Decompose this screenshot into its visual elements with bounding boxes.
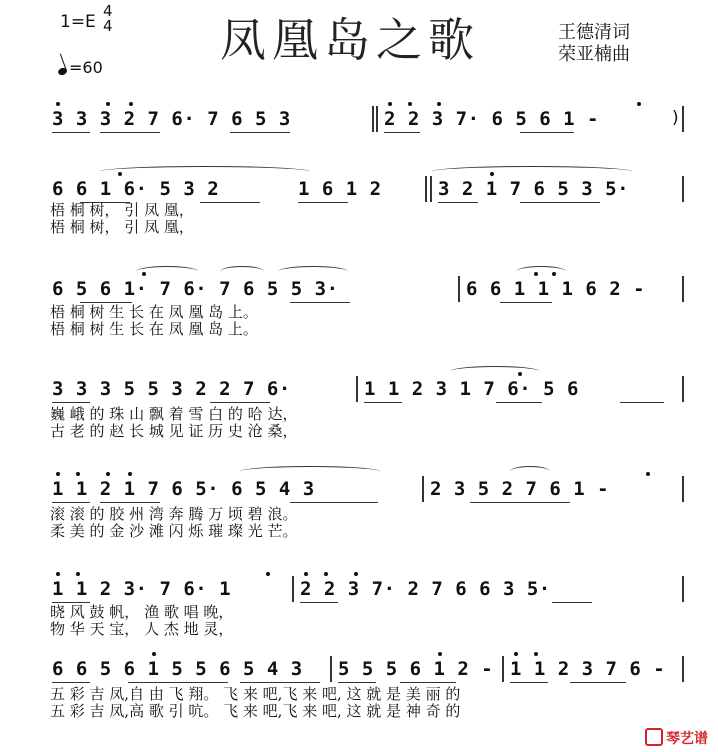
notes: 6 6 1 1 1 6 2 -: [466, 278, 646, 300]
barline: [430, 176, 432, 202]
lyric-verse-2: 梧 桐 树 生 长 在 凤 凰 岛 上。: [50, 320, 258, 338]
credits: [558, 22, 630, 66]
barline: [682, 376, 684, 402]
notes: 3 2 1 7 6 5 3 5·: [438, 178, 630, 200]
underline: [128, 682, 228, 683]
slur: [516, 266, 566, 277]
underline: [438, 202, 478, 203]
high-dot: [354, 572, 358, 576]
barline: [330, 656, 332, 682]
meter-top: 4: [103, 2, 113, 20]
underline: [620, 402, 664, 403]
underline: [338, 682, 376, 683]
high-dot: [534, 272, 538, 276]
underline: [570, 682, 626, 683]
high-dot: [76, 572, 80, 576]
underline: [52, 402, 90, 403]
barline: [682, 176, 684, 202]
notes: 2 3 5 2 7 6 1 -: [430, 478, 610, 500]
barline: [502, 656, 504, 682]
high-dot: [438, 652, 442, 656]
lyric-verse-2: 柔 美 的 金 沙 滩 闪 烁 璀 璨 光 芒。: [50, 522, 298, 540]
high-dot: [56, 472, 60, 476]
lyric-verse-1: 晓 风 鼓 帆， 渔 歌 唱 晚，: [50, 603, 234, 621]
barline: [682, 576, 684, 602]
notes: 1 1 2 3 7 6 -: [510, 658, 666, 680]
barline: [458, 276, 460, 302]
high-dot: [56, 572, 60, 576]
underline: [100, 502, 160, 503]
high-dot: [304, 572, 308, 576]
lyric-verse-2: 五 彩 吉 凤,高 歌 引 吭。 飞 来 吧,飞 来 吧, 这 就 是 神 奇 的: [50, 702, 461, 720]
underline: [290, 502, 378, 503]
barline: [682, 656, 684, 682]
quarter-note-icon: [57, 67, 68, 77]
lyricist: 王德清词: [558, 22, 630, 43]
underline: [290, 302, 350, 303]
barline: [682, 476, 684, 502]
slur: [100, 166, 310, 177]
underline: [240, 682, 320, 683]
underline: [298, 202, 348, 203]
notes: 3 3 3 2 7 6· 7 6 5 3: [52, 108, 291, 130]
barline: [682, 276, 684, 302]
slur: [510, 466, 550, 477]
high-dot: [490, 172, 494, 176]
underline: [400, 682, 456, 683]
slur: [240, 466, 380, 477]
underline: [520, 202, 600, 203]
underline: [200, 202, 260, 203]
lyric-verse-1: 滚 滚 的 胶 州 湾 奔 腾 万 顷 碧 浪。: [50, 505, 298, 523]
high-dot: [324, 572, 328, 576]
time-signature: [103, 4, 113, 34]
underline: [520, 132, 574, 133]
lyric-verse-1: 梧 桐 树 生 长 在 凤 凰 岛 上。: [50, 303, 258, 321]
underline: [510, 682, 548, 683]
notes: 1 1 2 3· 7 6· 1: [52, 578, 232, 600]
notes: 6 6 1 6· 5 3 2: [52, 178, 220, 200]
high-dot: [518, 372, 522, 376]
barline: [425, 176, 427, 202]
site-watermark: 琴艺谱: [645, 728, 708, 748]
notes: 2 2 3 7· 6 5 6 1 -: [384, 108, 599, 130]
high-dot: [106, 472, 110, 476]
lyric-verse-2: 古 老 的 赵 长 城 见 证 历 史 沧 桑，: [50, 422, 298, 440]
underline: [52, 502, 90, 503]
high-dot: [437, 102, 441, 106]
underline: [52, 132, 90, 133]
high-dot: [106, 102, 110, 106]
underline: [230, 132, 290, 133]
high-dot: [142, 272, 146, 276]
underline: [500, 302, 552, 303]
meter-bottom: 4: [103, 17, 113, 35]
lyric-verse-1: 五 彩 吉 凤,自 由 飞 翔。 飞 来 吧,飞 来 吧, 这 就 是 美 丽 的: [50, 685, 461, 703]
high-dot: [266, 572, 270, 576]
high-dot: [388, 102, 392, 106]
high-dot: [118, 172, 122, 176]
composer: 荣亚楠曲: [558, 44, 630, 65]
high-dot: [152, 652, 156, 656]
underline: [52, 682, 90, 683]
notes: 5 5 5 6 1 2 -: [338, 658, 494, 680]
notes: 6 6 5 6 1 5 5 6 5 4 3: [52, 658, 303, 680]
tempo-mark: =60: [58, 58, 103, 77]
barline: [372, 106, 374, 132]
underline: [470, 502, 570, 503]
underline: [300, 602, 338, 603]
song-title: 凤凰岛之歌: [220, 13, 480, 67]
high-dot: [76, 472, 80, 476]
high-dot: [534, 652, 538, 656]
barline: [292, 576, 294, 602]
notes: 2 2 3 7· 2 7 6 6 3 5·: [300, 578, 551, 600]
notes: 1 1 2 3 1 7 6· 5 6: [364, 378, 579, 400]
underline: [210, 402, 270, 403]
high-dot: [646, 472, 650, 476]
slur: [432, 166, 632, 177]
closing-paren: ): [672, 108, 679, 128]
underline: [552, 602, 592, 603]
high-dot: [552, 272, 556, 276]
underline: [364, 402, 402, 403]
slur: [450, 366, 540, 377]
notes: 3 3 3 5 5 3 2 2 7 6·: [52, 378, 291, 400]
barline: [376, 106, 378, 132]
slur: [220, 266, 264, 277]
high-dot: [56, 102, 60, 106]
lyric-verse-2: 梧 桐 树， 引 凤 凰，: [50, 218, 194, 236]
underline: [384, 132, 420, 133]
lyric-verse-1: 梧 桐 树， 引 凤 凰，: [50, 201, 194, 219]
underline: [496, 402, 542, 403]
high-dot: [637, 102, 641, 106]
notes: 6 5 6 1· 7 6· 7 6 5 5 3·: [52, 278, 339, 300]
logo-icon: [645, 728, 663, 746]
key-signature: 1=E: [60, 12, 96, 32]
high-dot: [129, 102, 133, 106]
slur: [278, 266, 348, 277]
barline: [356, 376, 358, 402]
underline: [100, 132, 160, 133]
high-dot: [514, 652, 518, 656]
notes: 1 6 1 2: [298, 178, 382, 200]
lyric-verse-1: 巍 峨 的 珠 山 飘 着 雪 白 的 哈 达，: [50, 405, 298, 423]
lyric-verse-2: 物 华 天 宝， 人 杰 地 灵，: [50, 620, 234, 638]
high-dot: [128, 472, 132, 476]
barline: [682, 106, 684, 132]
high-dot: [408, 102, 412, 106]
notes: 1 1 2 1 7 6 5· 6 5 4 3: [52, 478, 315, 500]
barline: [422, 476, 424, 502]
